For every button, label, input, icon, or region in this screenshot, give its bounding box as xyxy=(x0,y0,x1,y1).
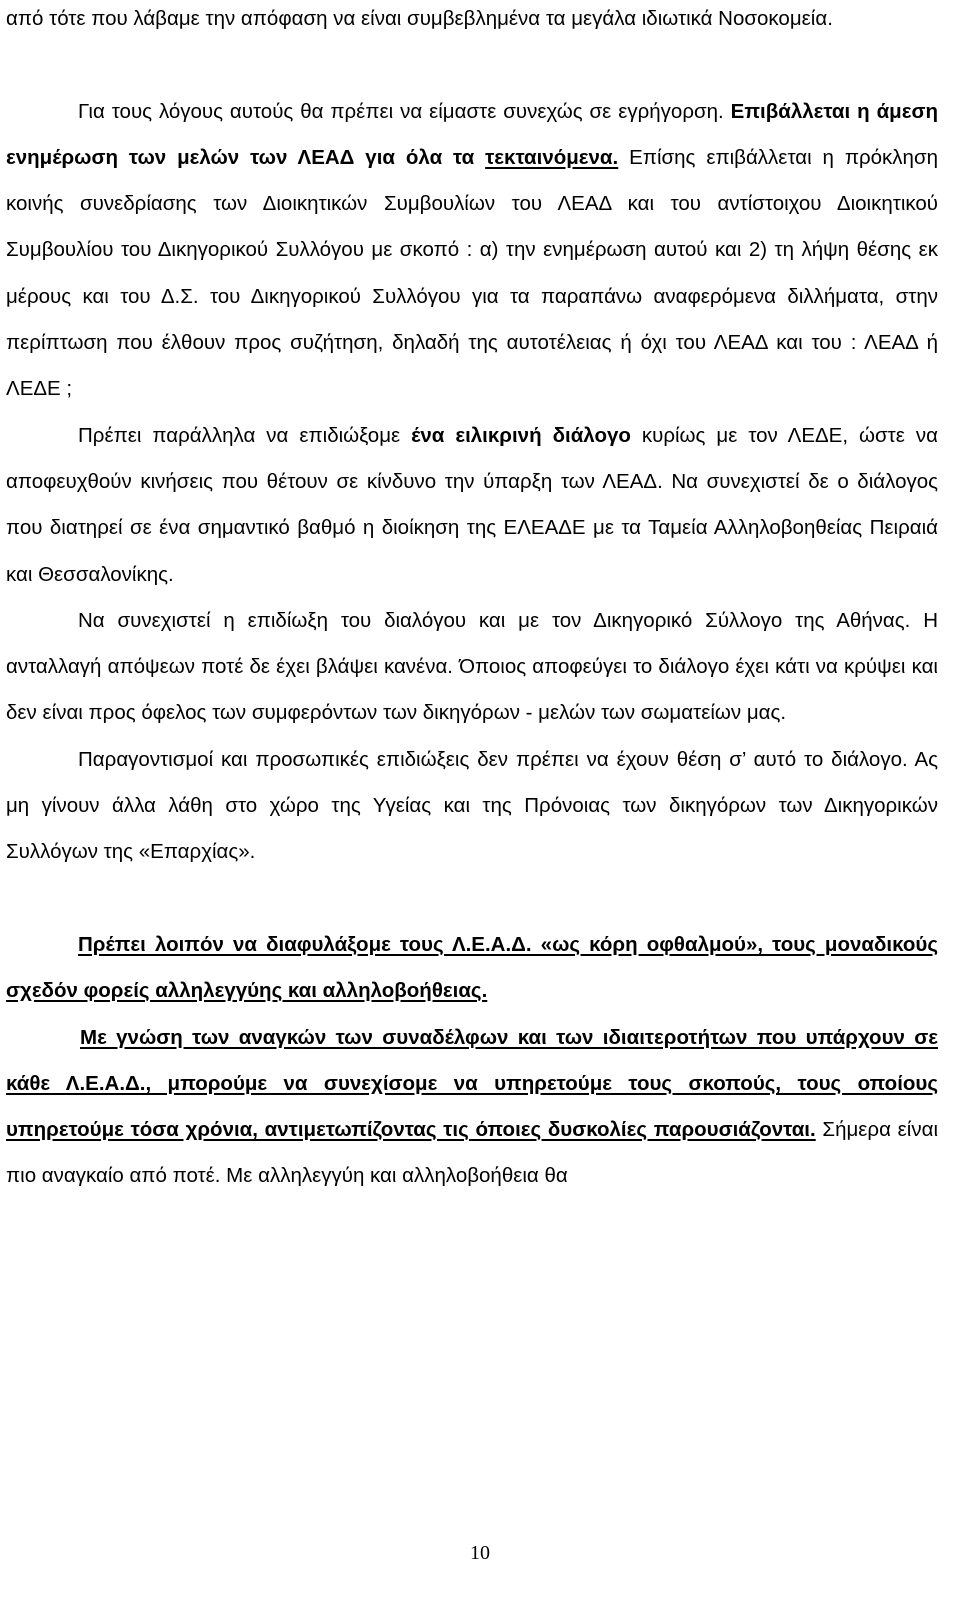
paragraph-continued xyxy=(6,0,938,42)
sentence-text: Σήμερα είναι πιο αναγκαίο από ποτέ. Με αλληλεγγύη και αλληλοβοήθεια θα xyxy=(6,1118,939,1188)
paragraph-preserve xyxy=(6,922,938,1015)
paragraph-dialogue xyxy=(6,413,938,598)
bold-phrase: ένα ειλικρινή διάλογο xyxy=(411,423,631,447)
bold-sentence: Επιβάλλεται η άμεση ενημέρωση των μελών των ΛΕΑΔ για όλα τα xyxy=(6,99,938,169)
sentence-text: Πρέπει παράλληλα να επιδιώξομε xyxy=(78,423,412,447)
bold-underlined-text: Πρέπει λοιπόν να διαφυλάξομε τους Λ.Ε.Α.Δ. «ως κόρη οφθαλμού», τους μοναδικούς σχεδόν φορείς αλληλεγγύης και αλληλοβοήθειας. xyxy=(6,932,938,1003)
paragraph-vigilance xyxy=(6,89,938,413)
bold-underlined-text: Με γνώση των αναγκών των συναδέλφων και των ιδιαιτεροτήτων που υπάρχουν σε κάθε Λ.Ε.Α.Δ., μπορούμε να συνεχίσομε να υπηρετούμε τους σκοπούς, τους οποίους υπηρετούμε τόσα χρόνια, αντιμετωπίζοντας τις όποιες δυσκολίες παρουσιάζονται. xyxy=(6,1025,938,1142)
document-page xyxy=(6,0,938,1200)
paragraph-text: από τότε που λάβαμε την απόφαση να είναι συμβεβλημένα τα μεγάλα ιδιωτικά Νοσοκομεία. xyxy=(6,7,833,30)
paragraph-knowledge xyxy=(6,1015,938,1200)
sentence-text: κυρίως με τον ΛΕΔΕ, ώστε να αποφευχθούν κινήσεις που θέτουν σε κίνδυνο την ύπαρξη των ΛΕΑΔ. Να συνεχιστεί δε ο διάλογος που διατηρεί σε ένα σημαντικό βαθμό η διοίκηση της ΕΛΕΑΔΕ με τα Ταμεία Αλληλοβοηθείας Πειραιά και Θεσσαλονίκης. xyxy=(6,423,938,586)
page-number: 10 xyxy=(470,1542,490,1564)
sentence-text: Για τους λόγους αυτούς θα πρέπει να είμαστε συνεχώς σε εγρήγορση. xyxy=(78,99,731,123)
paragraph-athens xyxy=(6,598,938,737)
paragraph-gap xyxy=(6,42,938,88)
paragraph-text: Να συνεχιστεί η επιδίωξη του διαλόγου και με τον Δικηγορικό Σύλλογο της Αθήνας. Η ανταλλαγή απόψεων ποτέ δε έχει βλάψει κανένα. Όποιος αποφεύγει το διάλογο έχει κάτι να κρύψει και δεν είναι προς όφελος των συμφερόντων των δικηγόρων - μελών των σωματείων μας. xyxy=(6,608,938,725)
paragraph-factionalism xyxy=(6,737,938,876)
bold-underlined-word: τεκταινόμενα. xyxy=(485,145,619,169)
paragraph-text: Παραγοντισμοί και προσωπικές επιδιώξεις δεν πρέπει να έχουν θέση σ’ αυτό το διάλογο. Ας μη γίνουν άλλα λάθη στο χώρο της Υγείας και της Πρόνοιας των δικηγόρων των Δικηγορικών Συλλόγων της «Επαρχίας». xyxy=(6,747,938,864)
sentence-text: Επίσης επιβάλλεται η πρόκληση κοινής συνεδρίασης των Διοικητικών Συμβουλίων του ΛΕΑΔ και του αντίστοιχου Διοικητικού Συμβουλίου του Δικηγορικού Συλλόγου με σκοπό : α) την ενημέρωση αυτού και 2) τη λήψη θέσης εκ μέρους και του Δ.Σ. του Δικηγορικού Συλλόγου για τα παραπάνω αναφερόμενα διλλήματα, στην περίπτωση που έλθουν προς συζήτηση, δηλαδή της αυτοτέλειας ή όχι του ΛΕΑΔ και του : ΛΕΑΔ ή ΛΕΔΕ ; xyxy=(6,145,938,401)
paragraph-gap xyxy=(6,876,938,922)
